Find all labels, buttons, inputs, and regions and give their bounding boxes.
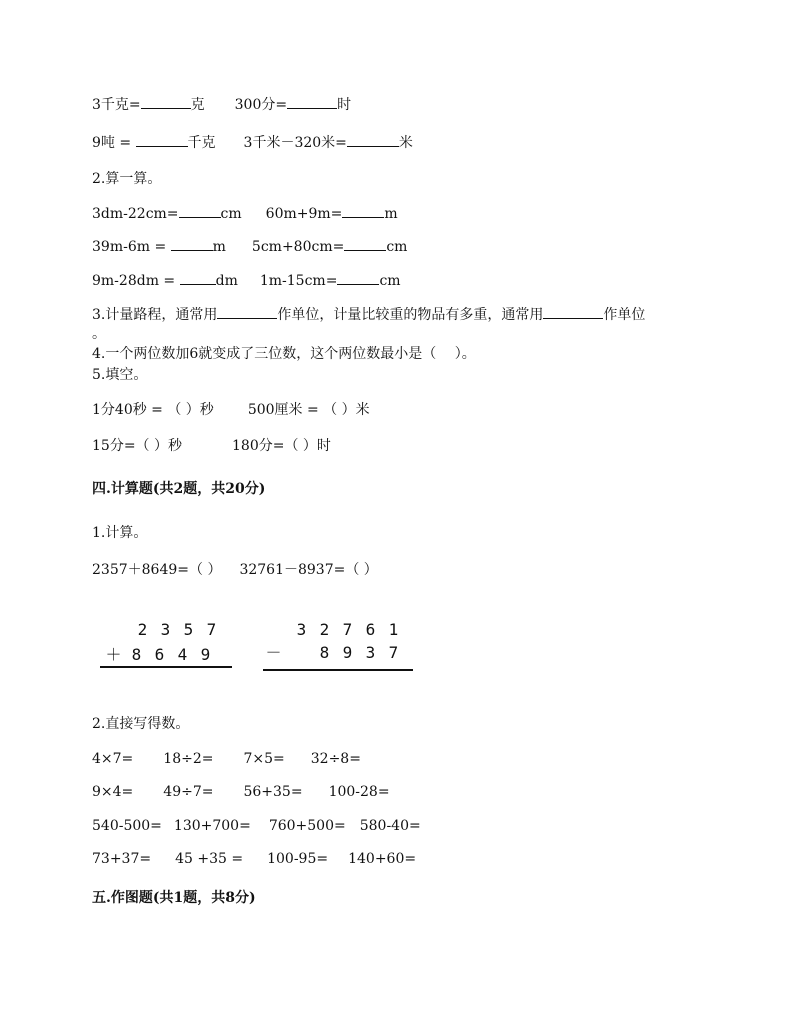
equation: 2357＋8649=（ ）: [92, 562, 222, 578]
calc-item: 7×5=: [243, 751, 285, 767]
answer-blank[interactable]: [347, 133, 399, 147]
fill-item: 500厘米 = （ ）米: [247, 402, 370, 418]
vertical-subtraction-bottom: [262, 643, 405, 663]
digit: 1: [388, 620, 399, 639]
question-text: 3千米－320米=: [243, 135, 347, 151]
digit: 9: [200, 645, 211, 664]
digit: 3: [160, 620, 171, 639]
digit: 5: [183, 620, 194, 639]
fill-item: 1分40秒 = （ ）秒: [92, 402, 214, 418]
quick-calc-row: [92, 750, 361, 768]
quick-calc-row: [92, 817, 421, 835]
digit: 8: [319, 643, 330, 662]
digit: 7: [206, 620, 217, 639]
difference-line: [263, 669, 413, 671]
question-title: 1.计算。: [92, 525, 148, 541]
calc-row-2: [92, 237, 407, 256]
section-heading: 五.作图题(共1题，共8分): [92, 890, 256, 906]
calc-item: 18÷2=: [163, 751, 214, 767]
vertical-addition-top: [131, 620, 223, 640]
section-heading: 四.计算题(共2题，共20分): [92, 481, 266, 497]
calc-item: 45 +35 =: [175, 851, 244, 867]
digit: 2: [137, 620, 148, 639]
quick-calc-row: [92, 850, 416, 868]
calc-item: 49÷7=: [163, 784, 214, 800]
calc-row-1: [92, 204, 398, 223]
question-unit: 克: [190, 97, 205, 113]
calc-item: 540-500=: [92, 818, 162, 834]
answer-blank[interactable]: [136, 133, 188, 147]
question-text: 5cm+80cm=: [251, 239, 345, 255]
question-text: 3千克=: [92, 97, 141, 113]
question-3-wrap: 。: [92, 326, 106, 342]
question-unit: m: [384, 206, 398, 222]
question-3: [92, 305, 645, 324]
equation: 32761－8937=（ ）: [239, 562, 378, 578]
digit: 6: [365, 620, 376, 639]
fill-item: 180分=（ ）时: [232, 438, 331, 454]
question-unit: dm: [215, 273, 238, 289]
answer-blank[interactable]: [337, 271, 379, 285]
digit: 8: [131, 645, 142, 664]
calc-item: 130+700=: [173, 818, 251, 834]
digit: 7: [342, 620, 353, 639]
calc-item: 4×7=: [92, 751, 134, 767]
question-unit: 米: [398, 135, 413, 151]
digit: 3: [365, 643, 376, 662]
answer-blank[interactable]: [342, 204, 384, 218]
question-text: 1m-15cm=: [259, 273, 338, 289]
quick-calc-row: [92, 783, 390, 801]
digit: 4: [177, 645, 188, 664]
question-4: 4.一个两位数加6就变成了三位数，这个两位数最小是（ ）。: [92, 346, 476, 362]
equation-row: [92, 561, 378, 579]
digit: 6: [154, 645, 165, 664]
question-text: 300分=: [234, 97, 288, 113]
answer-blank[interactable]: [141, 95, 191, 109]
vertical-addition-bottom: [102, 645, 217, 665]
sum-line: [100, 666, 232, 668]
plus-operator: ＋: [105, 645, 122, 664]
question-text: 3dm-22cm=: [92, 206, 179, 222]
calc-item: 100-95=: [267, 851, 329, 867]
conversion-row-1: [92, 95, 351, 114]
question-unit: 千克: [187, 135, 216, 151]
digit: 2: [319, 620, 330, 639]
question-title: 2.直接写得数。: [92, 716, 190, 732]
digit: 9: [342, 643, 353, 662]
question-title: 2.算一算。: [92, 171, 162, 187]
question-text: 39m-6m =: [92, 239, 171, 255]
question-text: 9吨 =: [92, 135, 136, 151]
question-title: 5.填空。: [92, 367, 148, 383]
fill-row-1: [92, 401, 370, 419]
conversion-row-2: [92, 133, 413, 152]
answer-blank[interactable]: [543, 305, 603, 319]
question-text: 3.计量路程，通常用: [92, 307, 218, 323]
calc-item: 760+500=: [268, 818, 346, 834]
calc-item: 32÷8=: [310, 751, 361, 767]
answer-blank[interactable]: [287, 95, 337, 109]
calc-item: 140+60=: [348, 851, 417, 867]
question-text: 作单位，计量比较重的物品有多重，通常用: [277, 307, 544, 323]
question-unit: cm: [379, 273, 401, 289]
calc-row-3: [92, 271, 401, 290]
question-text: 作单位: [603, 307, 646, 323]
fill-row-2: [92, 437, 331, 455]
question-unit: m: [212, 239, 226, 255]
question-text: 9m-28dm =: [92, 273, 180, 289]
answer-blank[interactable]: [217, 305, 277, 319]
question-unit: cm: [220, 206, 242, 222]
calc-item: 580-40=: [359, 818, 421, 834]
answer-blank[interactable]: [179, 204, 221, 218]
digit: 7: [388, 643, 399, 662]
vertical-subtraction-top: [290, 620, 405, 640]
question-unit: 时: [337, 97, 352, 113]
calc-item: 56+35=: [243, 784, 303, 800]
answer-blank[interactable]: [180, 271, 216, 285]
minus-operator: －: [265, 643, 282, 662]
answer-blank[interactable]: [344, 237, 386, 251]
digit: 3: [296, 620, 307, 639]
calc-item: 100-28=: [328, 784, 390, 800]
answer-blank[interactable]: [171, 237, 213, 251]
calc-item: 73+37=: [92, 851, 152, 867]
question-unit: cm: [386, 239, 408, 255]
calc-item: 9×4=: [92, 784, 134, 800]
fill-item: 15分=（ ）秒: [92, 438, 182, 454]
question-text: 60m+9m=: [265, 206, 343, 222]
